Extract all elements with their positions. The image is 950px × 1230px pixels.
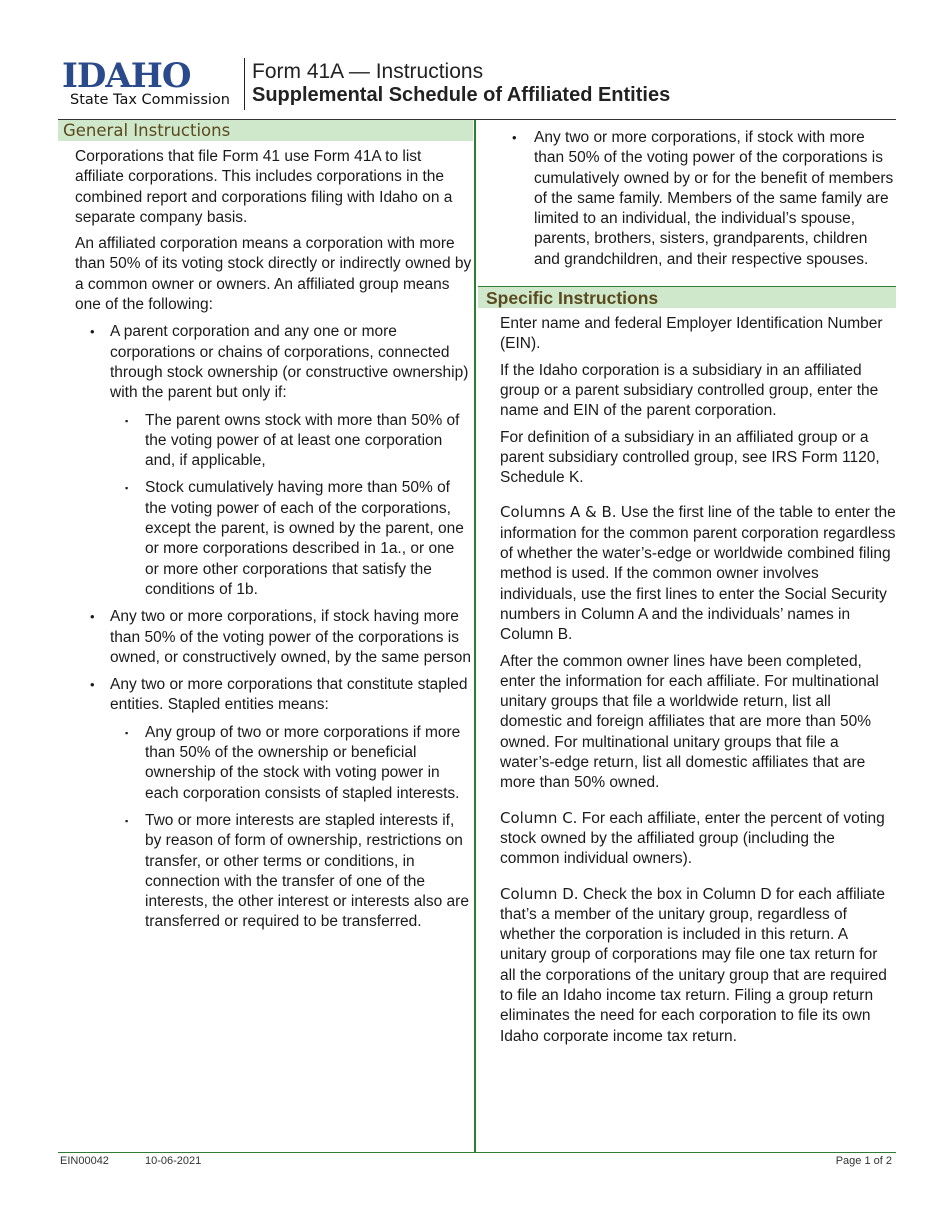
general-instructions-heading: General Instructions xyxy=(58,120,473,141)
list-item: • Any two or more corporations, if stock having more than 50% of the voting power of the corporations is owned, or constructively owned, by the same person xyxy=(90,607,472,668)
sub-list-item: ▪ Two or more interests are stapled interests if, by reason of form of ownership, restrictions on transfer, or other terms or conditions, in connection with the transfer of one of the interests, the other interest or interests also are transferred or required to be transferred. xyxy=(125,811,472,933)
list-item xyxy=(90,675,472,933)
specific-paragraph-definition: For definition of a subsidiary in an affiliated group or a parent subsidiary controlled group, see IRS Form 1120, Schedule K. xyxy=(500,428,880,487)
column-c-text: For each affiliate, enter the percent of voting stock owned by the affiliated group (including the common individual owners). xyxy=(500,809,885,868)
footer-page-number: Page 1 of 2 xyxy=(835,1155,892,1167)
column-c-lead: Column C. xyxy=(500,808,578,827)
list-item xyxy=(90,322,472,600)
column-d-paragraph xyxy=(478,884,896,1047)
header-divider xyxy=(244,58,245,110)
general-paragraph-1: Corporations that file Form 41 use Form 41A to list affiliate corporations. This includes corporations in the combined report and corporations filing with Idaho on a separate company basis. xyxy=(75,148,453,226)
family-list xyxy=(512,128,896,270)
list-item-text: A parent corporation and any one or more corporations or chains of corporations, connected through stock ownership (or constructive ownership) with the parent but only if: xyxy=(110,323,469,402)
list-item: • Any two or more corporations, if stock with more than 50% of the voting power of the corporations is cumulatively owned by or for the benefit of members of the same family. Members of the same family are limited to an individual, the individual’s spouse, parents, brothers, sisters, grandparents, children and grandchildren, and their respective spouses. xyxy=(512,128,896,270)
columns-ab-text: Use the first line of the table to enter the information for the common parent corporation regardless of whether the water’s-edge or worldwide combined filing method is used. If the common owner involves individuals, use the first lines to enter the Social Security numbers in Column A and the individuals’ names in Column B. xyxy=(500,504,896,644)
form-subtitle: Supplemental Schedule of Affiliated Entities xyxy=(252,84,671,106)
right-column xyxy=(478,120,896,1047)
column-d-lead: Column D. xyxy=(500,884,579,903)
footer-form-code: EIN00042 xyxy=(60,1155,109,1167)
left-column xyxy=(58,120,472,933)
sub-list xyxy=(125,411,472,601)
sub-list-item: ▪ Stock cumulatively having more than 50% of the voting power of each of the corporations, except the parent, is owned by the parent, one or more corporations described in 1a., or one or more other corporations that satisfy the conditions of 1b. xyxy=(125,478,472,600)
form-title: Form 41A — Instructions xyxy=(252,60,484,83)
sub-list xyxy=(125,723,472,933)
affiliated-group-list xyxy=(90,322,472,932)
general-paragraph-2: An affiliated corporation means a corporation with more than 50% of its voting stock directly or indirectly owned by a common owner or owners. An affiliated group means one of the following: xyxy=(75,235,472,314)
specific-instructions-heading: Specific Instructions xyxy=(478,287,896,308)
columns-ab-lead: Columns A & B. xyxy=(500,503,617,522)
page-header xyxy=(58,56,896,120)
idaho-logo xyxy=(62,58,240,110)
logo-wordmark: IDAHO xyxy=(62,56,191,96)
affiliates-paragraph: After the common owner lines have been completed, enter the information for each affiliate. For multinational unitary groups that file a worldwide return, list all domestic and foreign affiliates that are more than 50% owned. For multinational unitary groups that file a water’s-edge return, list all domestic affiliates that are more than 50% owned. xyxy=(500,652,879,792)
column-divider xyxy=(474,120,476,1152)
specific-paragraph-parent: If the Idaho corporation is a subsidiary in an affiliated group or a parent subsidiary controlled group, enter the name and EIN of the parent corporation. xyxy=(500,361,879,420)
footer-rule xyxy=(58,1152,896,1153)
sub-list-item: ▪ The parent owns stock with more than 50% of the voting power of at least one corporation and, if applicable, xyxy=(125,411,472,472)
logo-subtitle: State Tax Commission xyxy=(70,92,230,108)
list-item-text: Any two or more corporations that constitute stapled entities. Stapled entities means: xyxy=(110,676,468,714)
column-c-paragraph xyxy=(478,808,896,870)
sub-list-item: ▪ Any group of two or more corporations if more than 50% of the ownership or beneficial ownership of the stock with voting power in each corporation consists of stapled interests. xyxy=(125,723,472,804)
columns-ab-paragraph xyxy=(478,502,896,645)
footer-date: 10-06-2021 xyxy=(145,1155,202,1167)
specific-paragraph-ein: Enter name and federal Employer Identification Number (EIN). xyxy=(500,315,883,353)
column-d-text: Check the box in Column D for each affiliate that’s a member of the unitary group, regardless of whether the corporation is included in this return. A unitary group of corporations may file one tax return for all the corporations of the unitary group that are required to file an Idaho income tax return. Filing a group return eliminates the need for each corporation to file its own Idaho corporate income tax return. xyxy=(500,885,887,1045)
